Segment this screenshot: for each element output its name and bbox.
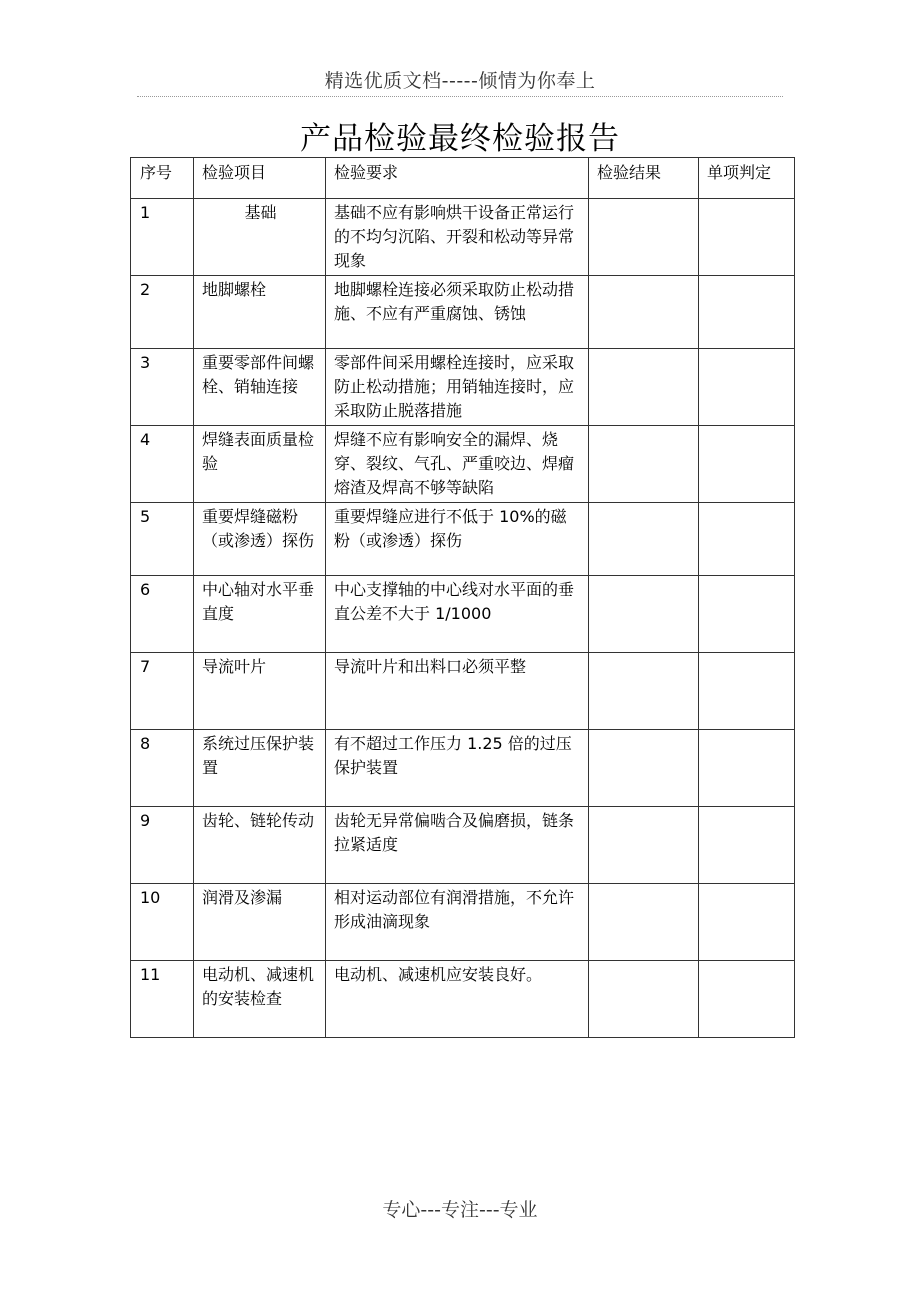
header-divider	[137, 96, 783, 97]
item-cell: 地脚螺栓	[194, 276, 326, 349]
seq-cell: 7	[131, 653, 194, 730]
header-judgement: 单项判定	[699, 158, 795, 199]
page-footer: 专心---专注---专业	[382, 1199, 538, 1221]
seq-cell: 9	[131, 807, 194, 884]
table-row	[131, 349, 795, 426]
seq-cell: 2	[131, 276, 194, 349]
judgement-cell	[699, 199, 795, 276]
result-cell	[589, 199, 699, 276]
judgement-cell	[699, 576, 795, 653]
seq-cell: 10	[131, 884, 194, 961]
document-title: 产品检验最终检验报告	[300, 121, 620, 157]
requirement-cell: 焊缝不应有影响安全的漏焊、烧穿、裂纹、气孔、严重咬边、焊瘤熔渣及焊高不够等缺陷	[326, 426, 589, 503]
header-item: 检验项目	[194, 158, 326, 199]
requirement-cell: 中心支撑轴的中心线对水平面的垂直公差不大于 1/1000	[326, 576, 589, 653]
result-cell	[589, 276, 699, 349]
table-row	[131, 961, 795, 1038]
page-header: 精选优质文档-----倾情为你奉上	[324, 70, 596, 92]
judgement-cell	[699, 961, 795, 1038]
table-row	[131, 730, 795, 807]
item-cell: 润滑及渗漏	[194, 884, 326, 961]
judgement-cell	[699, 807, 795, 884]
seq-cell: 5	[131, 503, 194, 576]
judgement-cell	[699, 884, 795, 961]
result-cell	[589, 961, 699, 1038]
item-cell: 电动机、减速机的安装检查	[194, 961, 326, 1038]
judgement-cell	[699, 503, 795, 576]
item-cell: 焊缝表面质量检验	[194, 426, 326, 503]
header-seq: 序号	[131, 158, 194, 199]
judgement-cell	[699, 276, 795, 349]
seq-cell: 4	[131, 426, 194, 503]
item-cell: 重要零部件间螺栓、销轴连接	[194, 349, 326, 426]
table-row	[131, 653, 795, 730]
result-cell	[589, 576, 699, 653]
header-result: 检验结果	[589, 158, 699, 199]
judgement-cell	[699, 426, 795, 503]
item-cell: 基础	[194, 199, 326, 276]
requirement-cell: 有不超过工作压力 1.25 倍的过压保护装置	[326, 730, 589, 807]
result-cell	[589, 884, 699, 961]
item-cell: 系统过压保护装置	[194, 730, 326, 807]
result-cell	[589, 426, 699, 503]
item-cell: 重要焊缝磁粉（或渗透）探伤	[194, 503, 326, 576]
requirement-cell: 导流叶片和出料口必须平整	[326, 653, 589, 730]
table-row	[131, 503, 795, 576]
requirement-cell: 齿轮无异常偏啮合及偏磨损，链条拉紧适度	[326, 807, 589, 884]
table-header-row	[131, 158, 795, 199]
seq-cell: 3	[131, 349, 194, 426]
table-row	[131, 884, 795, 961]
item-cell: 导流叶片	[194, 653, 326, 730]
judgement-cell	[699, 349, 795, 426]
requirement-cell: 重要焊缝应进行不低于 10%的磁粉（或渗透）探伤	[326, 503, 589, 576]
seq-cell: 8	[131, 730, 194, 807]
result-cell	[589, 653, 699, 730]
requirement-cell: 零部件间采用螺栓连接时，应采取防止松动措施；用销轴连接时，应采取防止脱落措施	[326, 349, 589, 426]
judgement-cell	[699, 653, 795, 730]
requirement-cell: 基础不应有影响烘干设备正常运行的不均匀沉陷、开裂和松动等异常现象	[326, 199, 589, 276]
inspection-table	[130, 157, 795, 1038]
table-row	[131, 576, 795, 653]
judgement-cell	[699, 730, 795, 807]
table-row	[131, 199, 795, 276]
seq-cell: 1	[131, 199, 194, 276]
result-cell	[589, 807, 699, 884]
result-cell	[589, 503, 699, 576]
result-cell	[589, 349, 699, 426]
requirement-cell: 相对运动部位有润滑措施，不允许形成油滴现象	[326, 884, 589, 961]
result-cell	[589, 730, 699, 807]
requirement-cell: 电动机、减速机应安装良好。	[326, 961, 589, 1038]
table-row	[131, 807, 795, 884]
seq-cell: 11	[131, 961, 194, 1038]
item-cell: 齿轮、链轮传动	[194, 807, 326, 884]
table-row	[131, 276, 795, 349]
requirement-cell: 地脚螺栓连接必须采取防止松动措施、不应有严重腐蚀、锈蚀	[326, 276, 589, 349]
table-row	[131, 426, 795, 503]
item-cell: 中心轴对水平垂直度	[194, 576, 326, 653]
seq-cell: 6	[131, 576, 194, 653]
header-requirement: 检验要求	[326, 158, 589, 199]
